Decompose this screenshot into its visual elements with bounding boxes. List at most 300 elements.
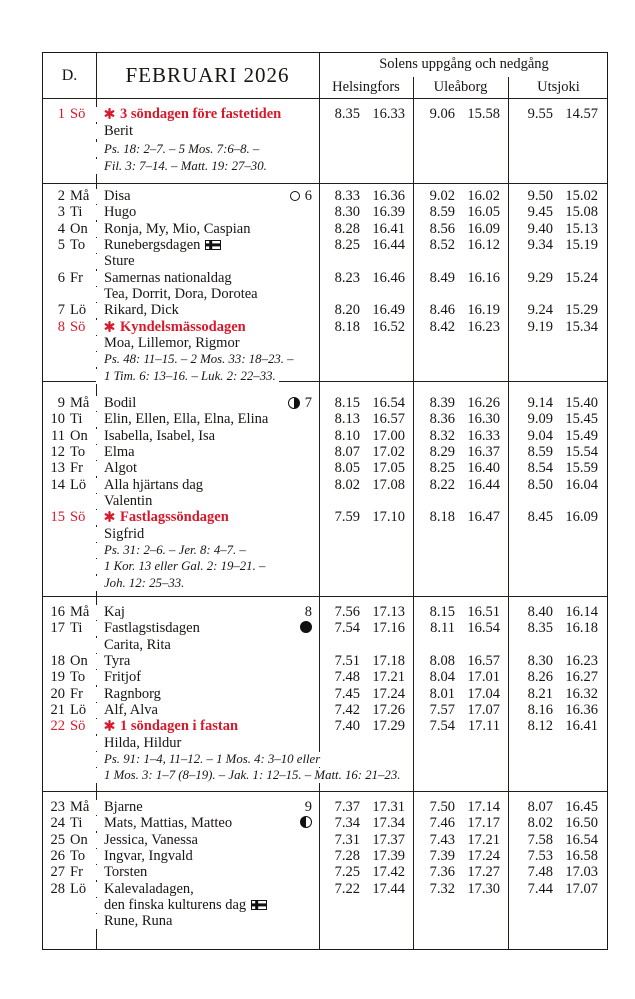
sun-times-utsjoki [508, 604, 609, 620]
nameday-line [96, 653, 319, 669]
day-cell [43, 509, 96, 525]
sunrise-time: 9.24 [527, 302, 553, 319]
line-text: Kalevaladagen, [96, 882, 197, 897]
sun-times-uleaborg [413, 702, 508, 718]
day-cell [43, 428, 96, 444]
sunset-time: 16.50 [565, 815, 598, 832]
sunset-time: 17.37 [372, 831, 405, 848]
day-cell [43, 302, 96, 318]
nameday-line [96, 270, 319, 286]
day-number: 23 [50, 799, 65, 815]
month-title: FEBRUARI 2026 [125, 63, 290, 87]
sunset-time: 16.32 [565, 685, 598, 702]
sun-times-uleaborg [413, 395, 508, 411]
sunset-time: 16.40 [467, 460, 500, 477]
sun-times-uleaborg [413, 221, 508, 237]
finnish-flag-icon [205, 240, 221, 250]
sun-times-helsingfors [319, 509, 413, 525]
sunrise-time: 8.46 [429, 302, 455, 319]
city-header-utsjoki: Utsjoki [537, 78, 580, 95]
sunset-time: 16.44 [372, 237, 405, 254]
line-text: Isabella, Isabel, Isa [96, 429, 218, 444]
nameday-line [96, 253, 319, 269]
line-text: Fastlagstisdagen [96, 621, 203, 636]
week-section [43, 791, 607, 951]
sunrise-time: 7.57 [429, 702, 455, 719]
sunset-time: 16.23 [467, 318, 500, 335]
line-text: Moa, Lillemor, Rigmor [96, 336, 243, 351]
nameday-line [96, 395, 319, 411]
nameday-line [96, 637, 319, 653]
moon-phase-mark [300, 816, 312, 828]
nameday-line [96, 604, 319, 620]
sun-times-helsingfors [319, 881, 413, 897]
sunset-time: 16.41 [372, 220, 405, 237]
sunset-time: 17.30 [467, 880, 500, 897]
sunset-time: 17.42 [372, 864, 405, 881]
day-cell [43, 702, 96, 718]
holiday-star-icon [104, 321, 115, 332]
day-cell [43, 620, 96, 636]
sunrise-time: 7.48 [527, 864, 553, 881]
calendar-table [42, 52, 608, 950]
sunset-time: 16.45 [565, 799, 598, 815]
line-text: Ronja, My, Mio, Caspian [96, 222, 253, 237]
weekday-abbr: Ti [70, 815, 83, 832]
sunset-time: 17.17 [467, 815, 500, 832]
sunrise-time: 8.01 [429, 685, 455, 702]
day-cell [43, 864, 96, 880]
sun-times-uleaborg [413, 881, 508, 897]
sun-times-utsjoki [508, 702, 609, 718]
day-number: 9 [57, 395, 65, 411]
sunset-time: 15.59 [565, 460, 598, 477]
sunset-time: 16.39 [372, 204, 405, 221]
sunrise-time: 8.28 [334, 220, 360, 237]
moon-new-icon [300, 621, 312, 633]
day-cell [43, 604, 96, 620]
day-number: 14 [50, 476, 65, 493]
day-cell [43, 832, 96, 848]
bible-reference-line [96, 558, 319, 574]
line-text: Elma [96, 445, 138, 460]
moon-phase-day-label: 6 [304, 188, 312, 204]
weekday-abbr: On [70, 653, 88, 670]
weekday-abbr: Ti [70, 620, 83, 637]
day-number: 15 [50, 509, 65, 526]
sun-times-uleaborg [413, 653, 508, 669]
line-text: Kyndelsmässodagen [96, 320, 249, 335]
sun-times-uleaborg [413, 604, 508, 620]
line-text: Carita, Rita [96, 638, 174, 653]
sunset-time: 17.21 [467, 831, 500, 848]
sunset-time: 16.09 [467, 220, 500, 237]
sunset-time: 17.10 [372, 509, 405, 526]
day-number: 6 [57, 269, 65, 286]
nameday-line [96, 444, 319, 460]
line-text: Kaj [96, 605, 128, 620]
day-cell [43, 815, 96, 831]
sunset-time: 16.47 [467, 509, 500, 526]
sun-times-utsjoki [508, 832, 609, 848]
day-cell [43, 106, 96, 123]
day-cell [43, 799, 96, 815]
line-text: Hugo [96, 205, 139, 220]
sunrise-time: 8.30 [334, 204, 360, 221]
sunrise-time: 9.14 [527, 395, 553, 411]
weekday-abbr: Lö [70, 476, 87, 493]
sunset-time: 16.04 [565, 476, 598, 493]
moon-phase-mark [300, 621, 312, 633]
moon-full-icon [290, 191, 300, 201]
sunrise-time: 8.25 [429, 460, 455, 477]
sunrise-time: 8.07 [527, 799, 553, 815]
sunrise-time: 8.15 [334, 395, 360, 411]
day-number: 2 [57, 188, 65, 204]
sun-times-helsingfors [319, 686, 413, 702]
sun-times-uleaborg [413, 669, 508, 685]
sunrise-time: 7.31 [334, 831, 360, 848]
sunrise-time: 8.42 [429, 318, 455, 335]
sunset-time: 16.41 [565, 718, 598, 735]
sunrise-time: 9.04 [527, 427, 553, 444]
sunrise-time: 8.12 [527, 718, 553, 735]
line-text: Mats, Mattias, Matteo [96, 816, 235, 831]
line-text: 1 Mos. 3: 1–7 (8–19). – Jak. 1: 12–15. – Matt. 16: 21–23. [96, 768, 403, 783]
weekday-abbr: Sö [70, 509, 86, 526]
sunrise-time: 8.02 [527, 815, 553, 832]
moon-phase-mark [290, 189, 312, 203]
city-headers [319, 76, 609, 98]
sun-times-helsingfors [319, 832, 413, 848]
bible-reference-line [96, 158, 319, 175]
weekday-abbr: Fr [70, 460, 83, 477]
weekday-abbr: To [70, 669, 86, 686]
sun-times-utsjoki [508, 106, 609, 123]
sunset-time: 17.29 [372, 718, 405, 735]
sunset-time: 17.03 [565, 864, 598, 881]
sunrise-time: 7.42 [334, 702, 360, 719]
line-text: Ragnborg [96, 687, 164, 702]
holiday-title-line [96, 509, 319, 525]
sun-times-helsingfors [319, 702, 413, 718]
sun-times-utsjoki [508, 509, 609, 525]
sunrise-time: 8.30 [527, 653, 553, 670]
nameday-line [96, 702, 319, 718]
day-number: 16 [50, 604, 65, 620]
sunset-time: 16.57 [467, 653, 500, 670]
line-text: Sigfrid [96, 527, 147, 542]
sunset-time: 16.02 [467, 188, 500, 204]
sunset-time: 16.09 [565, 509, 598, 526]
weekday-abbr: Fr [70, 864, 83, 881]
sunrise-time: 7.45 [334, 685, 360, 702]
nameday-line [96, 881, 319, 897]
sunrise-time: 8.39 [429, 395, 455, 411]
nameday-line [96, 411, 319, 427]
sunset-time: 16.57 [372, 411, 405, 428]
moon-phase-day-label: 8 [304, 604, 312, 620]
nameday-line [96, 620, 319, 636]
day-cell [43, 653, 96, 669]
sun-times-uleaborg [413, 620, 508, 636]
weekday-abbr: Ti [70, 411, 83, 428]
sunrise-time: 8.20 [334, 302, 360, 319]
line-text: 1 Tim. 6: 13–16. – Luk. 2: 22–33. [96, 369, 279, 384]
sunrise-time: 8.05 [334, 460, 360, 477]
line-text: Fritjof [96, 670, 144, 685]
column-divider [319, 53, 320, 949]
line-text: Algot [96, 461, 140, 476]
nameday-line [96, 123, 319, 140]
weekday-abbr: On [70, 220, 88, 237]
sunrise-time: 7.46 [429, 815, 455, 832]
sun-times-helsingfors [319, 815, 413, 831]
sun-times-helsingfors [319, 395, 413, 411]
sunset-time: 16.16 [467, 269, 500, 286]
day-cell [43, 669, 96, 685]
holiday-star-icon [104, 108, 115, 119]
sun-times-uleaborg [413, 832, 508, 848]
sun-times-utsjoki [508, 848, 609, 864]
sunrise-time: 7.25 [334, 864, 360, 881]
sunset-time: 17.26 [372, 702, 405, 719]
day-number: 19 [50, 669, 65, 686]
sun-times-uleaborg [413, 460, 508, 476]
sun-header [319, 53, 609, 98]
sun-times-utsjoki [508, 477, 609, 493]
sunrise-time: 7.54 [429, 718, 455, 735]
sunset-time: 16.12 [467, 237, 500, 254]
week-section [43, 99, 607, 183]
sun-times-uleaborg [413, 237, 508, 253]
sunset-time: 15.40 [565, 395, 598, 411]
sunset-time: 16.54 [565, 831, 598, 848]
day-number: 13 [50, 460, 65, 477]
sunset-time: 17.08 [372, 476, 405, 493]
week-section [43, 596, 607, 791]
sun-times-uleaborg [413, 864, 508, 880]
sunset-time: 17.44 [372, 880, 405, 897]
sun-times-uleaborg [413, 718, 508, 734]
sun-times-uleaborg [413, 302, 508, 318]
sun-times-utsjoki [508, 395, 609, 411]
nameday-line [96, 669, 319, 685]
sun-times-utsjoki [508, 669, 609, 685]
sunset-time: 16.36 [372, 188, 405, 204]
sunrise-time: 8.02 [334, 476, 360, 493]
sunrise-time: 7.59 [334, 509, 360, 526]
line-text: Ps. 31: 2–6. – Jer. 8: 4–7. – [96, 543, 249, 558]
sunrise-time: 8.45 [527, 509, 553, 526]
line-text: Ps. 48: 11–15. – 2 Mos. 33: 18–23. – [96, 352, 297, 367]
sun-times-utsjoki [508, 237, 609, 253]
day-cell [43, 411, 96, 427]
nameday-line [96, 897, 319, 913]
sunrise-time: 8.54 [527, 460, 553, 477]
line-text: Rune, Runa [96, 914, 175, 929]
sunrise-time: 8.04 [429, 669, 455, 686]
bible-reference-line [96, 542, 319, 558]
sunrise-time: 8.23 [334, 269, 360, 286]
finnish-flag-icon [251, 900, 267, 910]
bible-reference-line [96, 141, 319, 158]
weekday-abbr: Fr [70, 685, 83, 702]
weekday-abbr: Fr [70, 269, 83, 286]
nameday-line [96, 864, 319, 880]
nameday-line [96, 913, 319, 929]
day-number: 3 [57, 204, 65, 221]
line-text: Jessica, Vanessa [96, 833, 201, 848]
bible-reference-line [96, 767, 401, 783]
day-number: 22 [50, 718, 65, 735]
sun-times-utsjoki [508, 799, 609, 815]
nameday-line [96, 686, 319, 702]
sunrise-time: 9.09 [527, 411, 553, 428]
day-cell [43, 319, 96, 335]
sunset-time: 17.34 [372, 815, 405, 832]
sunrise-time: 8.35 [527, 620, 553, 637]
sunset-time: 16.44 [467, 476, 500, 493]
sunset-time: 15.02 [565, 188, 598, 204]
sun-times-helsingfors [319, 864, 413, 880]
sunrise-time: 8.26 [527, 669, 553, 686]
nameday-line [96, 493, 319, 509]
sunset-time: 14.57 [565, 106, 598, 122]
sun-times-helsingfors [319, 302, 413, 318]
sunset-time: 16.54 [372, 395, 405, 411]
sunrise-time: 9.45 [527, 204, 553, 221]
moon-phase-mark [305, 800, 312, 814]
sunrise-time: 7.48 [334, 669, 360, 686]
sunrise-time: 8.07 [334, 444, 360, 461]
sunrise-time: 8.25 [334, 237, 360, 254]
day-cell [43, 444, 96, 460]
weekday-abbr: To [70, 444, 86, 461]
sunrise-time: 8.15 [429, 604, 455, 620]
sunset-time: 17.07 [467, 702, 500, 719]
city-header-uleaborg: Uleåborg [433, 78, 488, 95]
sun-times-utsjoki [508, 460, 609, 476]
line-text: Alf, Alva [96, 703, 161, 718]
sunset-time: 17.00 [372, 427, 405, 444]
sun-times-uleaborg [413, 477, 508, 493]
sun-times-uleaborg [413, 686, 508, 702]
nameday-line [96, 477, 319, 493]
sunrise-time: 9.34 [527, 237, 553, 254]
day-number: 28 [50, 880, 65, 897]
line-text: Ps. 18: 2–7. – 5 Mos. 7:6–8. – [96, 142, 262, 157]
sunrise-time: 9.29 [527, 269, 553, 286]
sunset-time: 16.33 [467, 427, 500, 444]
moon-phase-mark [305, 605, 312, 619]
sunrise-time: 8.35 [334, 106, 360, 122]
sun-times-helsingfors [319, 604, 413, 620]
sunset-time: 17.18 [372, 653, 405, 670]
sunrise-time: 9.19 [527, 318, 553, 335]
sunset-time: 17.07 [565, 880, 598, 897]
moon-left-half-icon [300, 816, 312, 828]
sun-times-helsingfors [319, 848, 413, 864]
sunset-time: 16.30 [467, 411, 500, 428]
sun-times-helsingfors [319, 444, 413, 460]
sun-times-utsjoki [508, 881, 609, 897]
bible-reference-line [96, 351, 319, 367]
sunset-time: 17.01 [467, 669, 500, 686]
day-number: 21 [50, 702, 65, 719]
sunrise-time: 8.22 [429, 476, 455, 493]
line-text: Alla hjärtans dag [96, 478, 206, 493]
weekday-abbr: Må [70, 799, 90, 815]
holiday-title-line [96, 319, 319, 335]
line-text: Tyra [96, 654, 133, 669]
day-number: 1 [57, 106, 65, 122]
sunset-time: 16.27 [565, 669, 598, 686]
sunrise-time: 7.40 [334, 718, 360, 735]
line-text: 1 söndagen i fastan [96, 719, 241, 734]
line-text: Tea, Dorrit, Dora, Dorotea [96, 287, 261, 302]
sun-times-utsjoki [508, 620, 609, 636]
day-cell [43, 686, 96, 702]
sunset-time: 15.58 [467, 106, 500, 122]
sun-times-utsjoki [508, 319, 609, 335]
sun-times-helsingfors [319, 477, 413, 493]
line-text: Samernas nationaldag [96, 271, 235, 286]
day-number: 27 [50, 864, 65, 881]
sunrise-time: 8.18 [429, 509, 455, 526]
weekday-abbr: Lö [70, 302, 87, 319]
bible-reference-line [96, 575, 319, 591]
sunrise-time: 7.37 [334, 799, 360, 815]
weekday-abbr: Ti [70, 204, 83, 221]
sunrise-time: 7.54 [334, 620, 360, 637]
column-divider [413, 77, 414, 949]
sun-times-utsjoki [508, 686, 609, 702]
weekday-abbr: On [70, 831, 88, 848]
sunset-time: 15.34 [565, 318, 598, 335]
sunset-time: 17.04 [467, 685, 500, 702]
sun-times-helsingfors [319, 669, 413, 685]
day-cell [43, 881, 96, 897]
table-header [43, 53, 607, 99]
sunrise-time: 7.28 [334, 848, 360, 865]
calendar-body [43, 99, 607, 951]
sun-header-title: Solens uppgång och nedgång [379, 56, 549, 72]
sunrise-time: 8.50 [527, 476, 553, 493]
sun-times-utsjoki [508, 221, 609, 237]
sunset-time: 16.49 [372, 302, 405, 319]
sun-times-helsingfors [319, 188, 413, 204]
bible-reference-line [96, 751, 319, 767]
sunset-time: 15.49 [565, 427, 598, 444]
line-text: Bodil [96, 396, 139, 411]
city-header-helsingfors: Helsingfors [332, 78, 400, 95]
sunrise-time: 7.50 [429, 799, 455, 815]
sun-times-utsjoki [508, 864, 609, 880]
sunset-time: 15.45 [565, 411, 598, 428]
nameday-line [96, 848, 319, 864]
nameday-line [96, 832, 319, 848]
sunset-time: 17.39 [372, 848, 405, 865]
sunset-time: 16.52 [372, 318, 405, 335]
sunrise-time: 7.56 [334, 604, 360, 620]
line-text: Rikard, Dick [96, 303, 182, 318]
sunrise-time: 8.13 [334, 411, 360, 428]
sunset-time: 17.21 [372, 669, 405, 686]
line-text: Bjarne [96, 800, 146, 815]
day-number: 4 [57, 220, 65, 237]
holiday-title-line [96, 718, 319, 734]
